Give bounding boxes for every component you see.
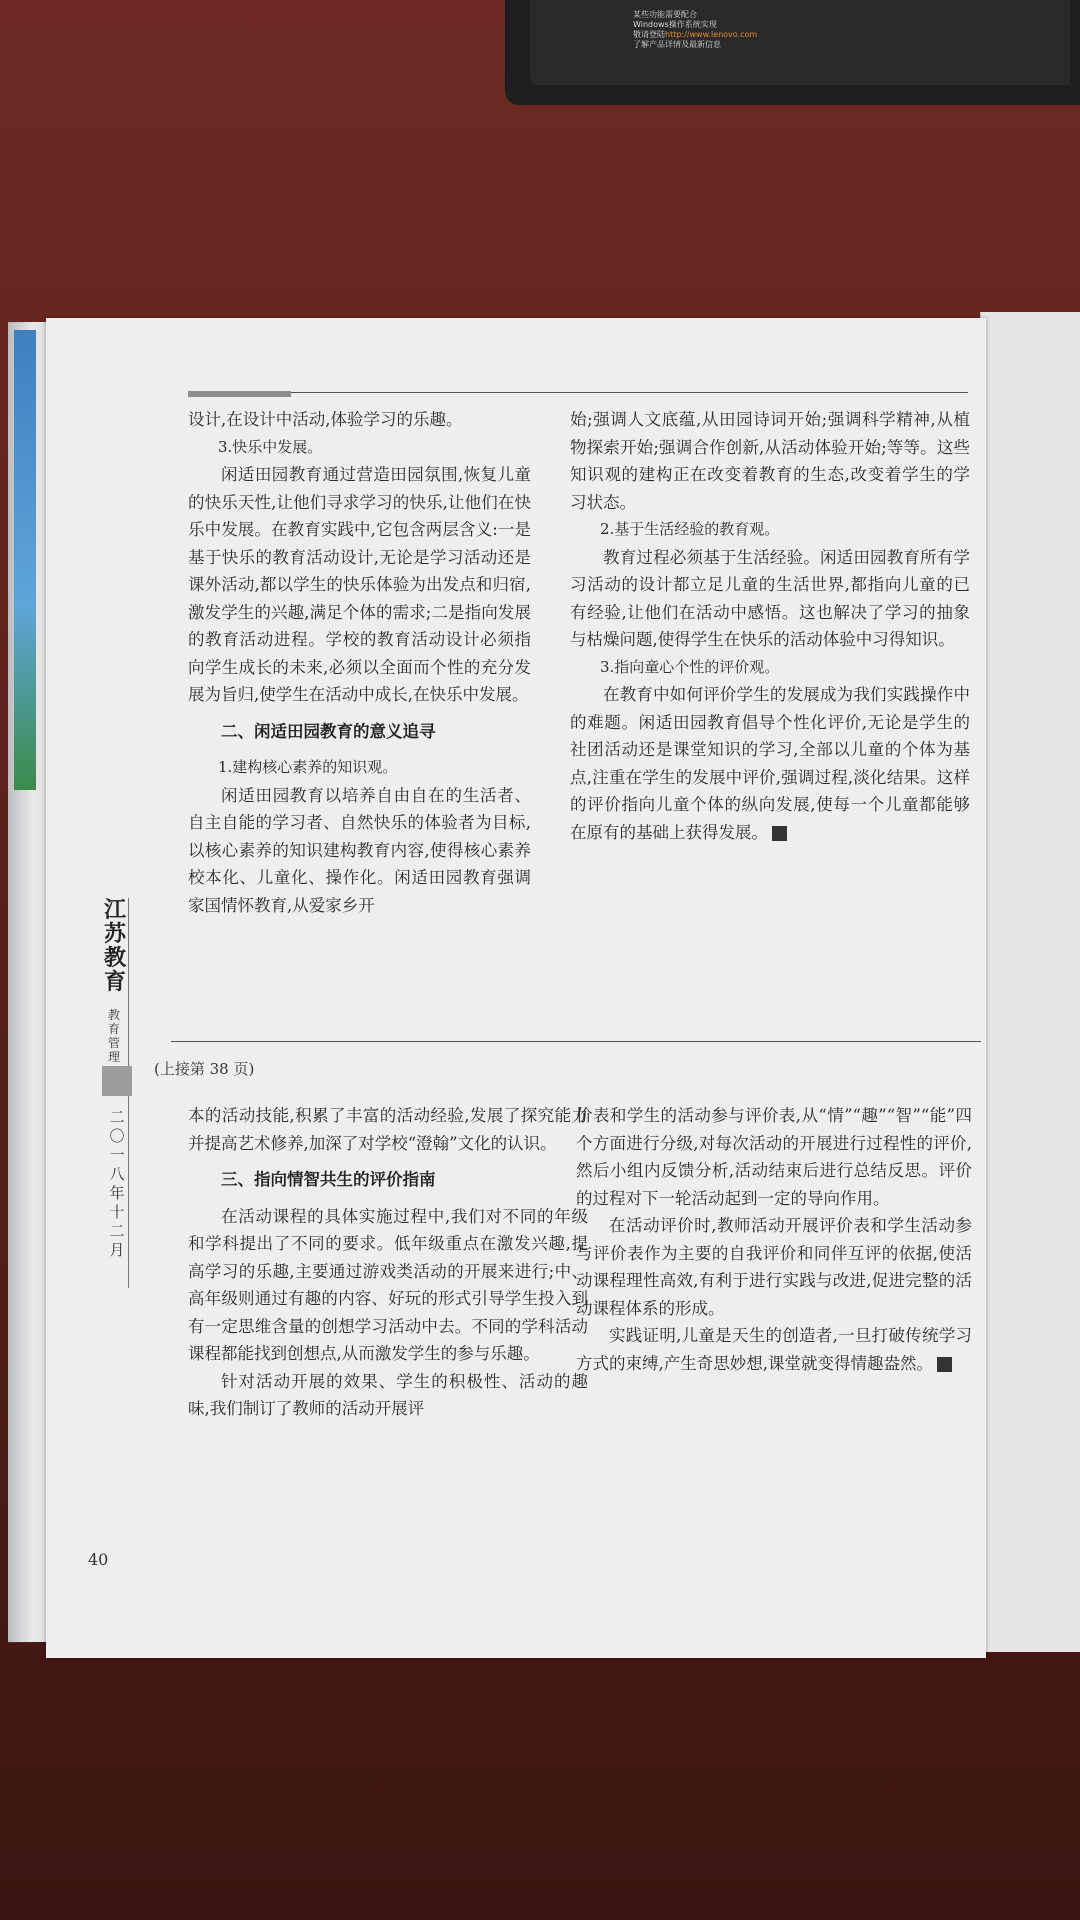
vertical-glyph: 教 xyxy=(107,1008,120,1022)
subheading xyxy=(188,434,531,462)
vertical-glyph: 苏 xyxy=(103,921,126,947)
paragraph-text: 始;强调人文底蕴,从田园诗词开始;强调科学精神,从植物探索开始;强调合作创新,从活动体验开始;等等。这些知识观的建构正在改变着教育的生态,改变着学生的学习状态。 xyxy=(570,410,970,512)
subheading xyxy=(188,754,531,782)
paragraph xyxy=(570,544,970,654)
section-heading xyxy=(188,1166,588,1194)
paragraph xyxy=(188,1102,588,1157)
paragraph xyxy=(570,406,970,516)
paragraph-text: 价表和学生的活动参与评价表,从“情”“趣”“智”“能”四个方面进行分级,对每次活动的开展进行过程性的评价,然后小组内反馈分析,活动结束后进行总结反思。评价的过程对下一轮活动起到一定的导向作用。 xyxy=(576,1106,972,1208)
paragraph-text: 针对活动开展的效果、学生的积极性、活动的趣味,我们制订了教师的活动开展评 xyxy=(188,1371,588,1418)
paragraph xyxy=(576,1102,972,1212)
sticker-line xyxy=(633,30,757,40)
section-heading xyxy=(188,718,531,746)
section-label xyxy=(104,1008,124,1064)
paragraph-text: 在教育中如何评价学生的发展成为我们实践操作中的难题。闲适田园教育倡导个性化评价,无论是学生的社团活动还是课堂知识的学习,全部以儿童的个体为基点,注重在学生的发展中评价,强调过程,淡化结果。这样的评价指向儿童个体的纵向发展,使每一个儿童都能够在原有的基础上获得发展。 xyxy=(570,685,970,842)
sticker-line: 某些功能需要配合 xyxy=(633,10,697,19)
header-rule xyxy=(188,392,968,393)
laptop-corner xyxy=(505,0,1080,105)
page-number: 40 xyxy=(88,1550,109,1569)
paragraph xyxy=(188,1203,588,1368)
vertical-glyph: 〇 xyxy=(109,1127,125,1145)
vertical-glyph: 二 xyxy=(109,1108,125,1126)
paragraph-text: 二、闲适田园教育的意义追寻 xyxy=(221,721,436,741)
sticker-text: 敬请登陆 xyxy=(633,30,665,39)
sticker-line: 了解产品详情及最新信息 xyxy=(633,40,721,49)
sidebar-accent-block xyxy=(102,1066,132,1096)
end-mark-icon xyxy=(937,1357,952,1372)
paragraph xyxy=(576,1322,972,1377)
paragraph-text: 教育过程必须基于生活经验。闲适田园教育所有学习活动的设计都立足儿童的生活世界,都指向儿童的已有经验,让他们在活动中感悟。这也解决了学习的抽象与枯燥问题,使得学生在快乐的活动体验中习得知识。 xyxy=(570,547,970,649)
vertical-glyph: 八 xyxy=(109,1165,125,1183)
magazine-page xyxy=(46,318,986,1658)
vertical-glyph: 月 xyxy=(109,1241,125,1259)
paragraph-text: 三、指向情智共生的评价指南 xyxy=(221,1170,436,1189)
magazine-title xyxy=(98,898,132,994)
paragraph xyxy=(188,782,531,920)
vertical-glyph: 二 xyxy=(109,1222,125,1240)
paragraph-text: 设计,在设计中活动,体验学习的乐趣。 xyxy=(188,410,463,429)
paragraph xyxy=(570,681,970,846)
vertical-glyph: 教 xyxy=(103,945,126,971)
paragraph-text: 闲适田园教育以培养自由自在的生活者、自主自能的学习者、自然快乐的体验者为目标,以核心素养的知识建构教育内容,使得核心素养校本化、儿童化、操作化。闲适田园教育强调家国情怀教育,从爱家乡开 xyxy=(188,785,531,915)
paragraph xyxy=(188,461,531,709)
paragraph-text: 2.基于生活经验的教育观。 xyxy=(600,520,780,538)
header-accent-bar xyxy=(188,391,291,397)
subheading xyxy=(570,516,970,544)
subheading xyxy=(570,654,970,682)
paragraph-text: 在活动评价时,教师活动开展评价表和学生活动参与评价表作为主要的自我评价和同伴互评的依据,使活动课程理性高效,有利于进行实践与改进,促进完整的活动课程体系的形成。 xyxy=(576,1216,972,1318)
laptop-palmrest xyxy=(530,0,1070,85)
continued-note: (上接第 38 页) xyxy=(154,1060,255,1078)
top-right-column xyxy=(570,406,970,846)
section-divider xyxy=(171,1041,981,1042)
paragraph-text: 闲适田园教育通过营造田园氛围,恢复儿童的快乐天性,让他们寻求学习的快乐,让他们在快乐中发展。在教育实践中,它包含两层含义:一是基于快乐的教育活动设计,无论是学习活动还是课外活动,都以学生的快乐体验为出发点和归宿,激发学生的兴趣,满足个体的需求;二是指向发展的教育活动进程。学校的教育活动设计必须指向学生成长的未来,必须以全面而个性的充分发展为旨归,使学生在活动中成长,在快乐中发展。 xyxy=(188,465,531,704)
paragraph-text: 在活动课程的具体实施过程中,我们对不同的年级和学科提出了不同的要求。低年级重点在激发兴趣,提高学习的乐趣,主要通过游戏类活动的开展来进行;中、高年级则通过有趣的内容、好玩的形式引导学生投入到有一定思维含量的创想学习活动中去。不同的学科活动课程都能找到创想点,从而激发学生的参与乐趣。 xyxy=(188,1206,588,1363)
vertical-glyph: 年 xyxy=(109,1184,125,1202)
cover-edge xyxy=(14,330,36,790)
vertical-glyph: 育 xyxy=(107,1022,120,1036)
issue-date xyxy=(102,1108,132,1260)
vertical-glyph: 育 xyxy=(103,969,126,995)
paragraph-text: 1.建构核心素养的知识观。 xyxy=(218,758,398,776)
sticker-url: http://www.lenovo.com xyxy=(665,30,758,39)
vertical-glyph: 一 xyxy=(109,1146,125,1164)
paragraph xyxy=(576,1212,972,1322)
vertical-glyph: 江 xyxy=(103,897,126,923)
paragraph-text: 3.指向童心个性的评价观。 xyxy=(600,657,780,676)
end-mark-icon xyxy=(772,826,787,841)
top-left-column xyxy=(188,406,531,919)
paragraph xyxy=(188,406,531,434)
sticker-line: Windows操作系统实现 xyxy=(633,20,717,29)
paragraph-text: 本的活动技能,积累了丰富的活动经验,发展了探究能力并提高艺术修养,加深了对学校“澄翰”文化的认识。 xyxy=(188,1106,588,1153)
vertical-glyph: 理 xyxy=(107,1050,120,1064)
paragraph xyxy=(188,1368,588,1423)
facing-page xyxy=(980,312,1080,1652)
bottom-right-column xyxy=(576,1102,972,1377)
laptop-sticker xyxy=(633,10,757,50)
bottom-left-column xyxy=(188,1102,588,1423)
paragraph-text: 3.快乐中发展。 xyxy=(218,437,323,456)
vertical-glyph: 十 xyxy=(109,1203,125,1221)
vertical-glyph: 管 xyxy=(107,1036,120,1050)
paragraph-text: 实践证明,儿童是天生的创造者,一旦打破传统学习方式的束缚,产生奇思妙想,课堂就变得情趣盎然。 xyxy=(576,1326,972,1373)
